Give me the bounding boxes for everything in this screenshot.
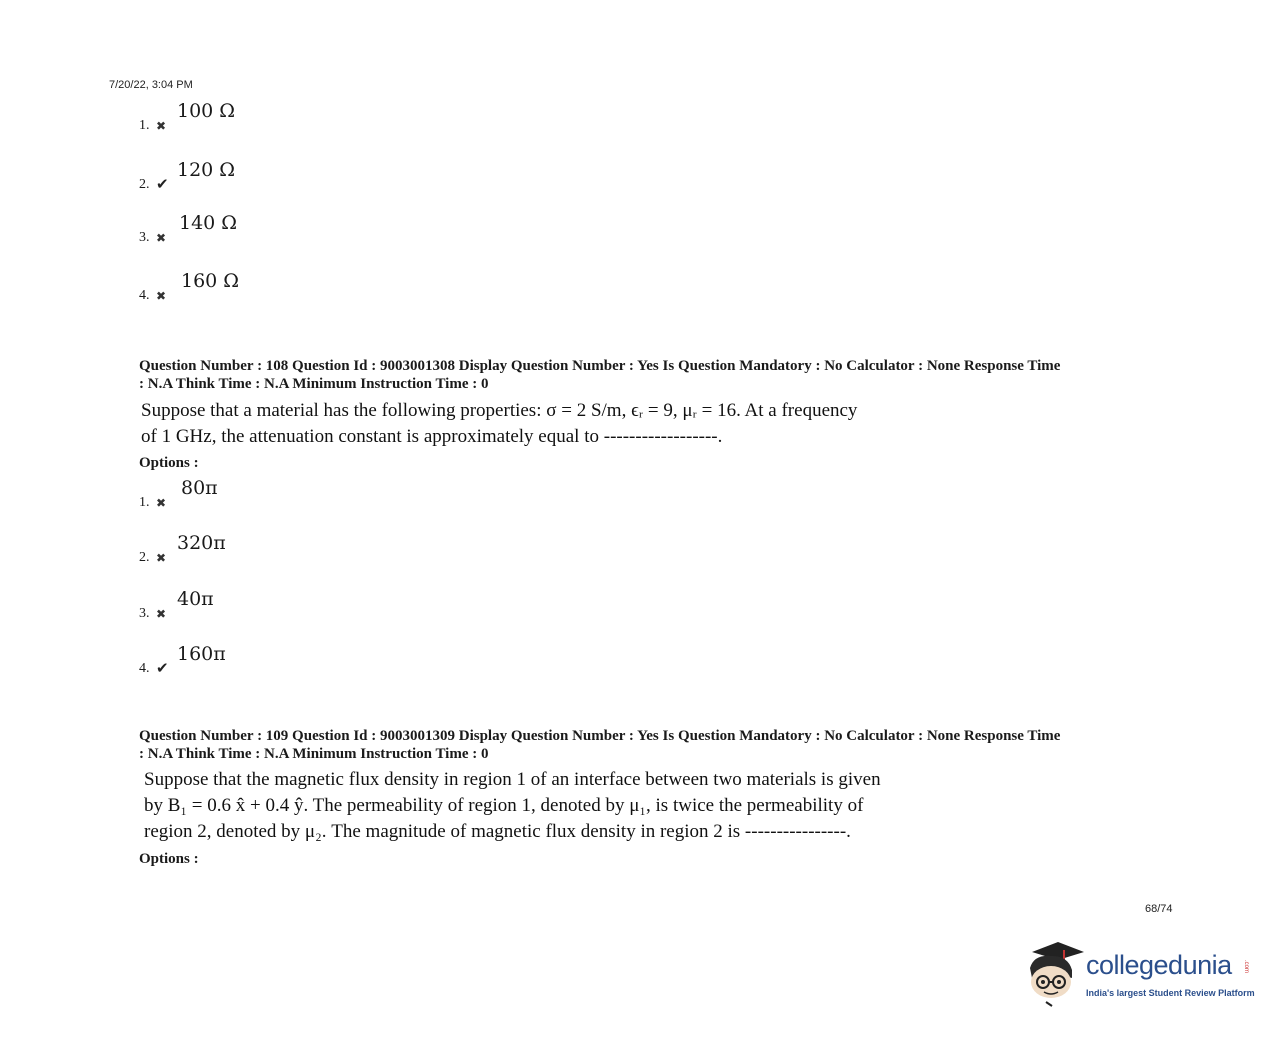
option-value: 160π — [177, 643, 226, 665]
options-label: Options : — [139, 851, 199, 867]
option-number: 3. — [139, 230, 150, 245]
option-value: 80π — [181, 477, 218, 499]
option-number: 4. — [139, 288, 150, 303]
option-value: 120 Ω — [177, 159, 236, 181]
cross-mark-icon: ✖ — [156, 607, 167, 621]
question-text-line-1: Suppose that the magnetic flux density in region 1 of an interface between two materials is given — [144, 769, 881, 790]
options-label: Options : — [139, 455, 199, 471]
option-number: 2. — [139, 177, 150, 192]
mascot-icon — [1024, 938, 1084, 1008]
option-number: 1. — [139, 495, 150, 510]
logo-tagline: India's largest Student Review Platform — [1086, 988, 1255, 998]
question-meta-line-1: Question Number : 109 Question Id : 9003001309 Display Question Number : Yes Is Question Mandatory : No Calculator : None Response Time — [139, 728, 1061, 744]
question-108-header — [139, 357, 1169, 393]
option-value: 40π — [177, 588, 214, 610]
question-meta-line-1: Question Number : 108 Question Id : 9003001308 Display Question Number : Yes Is Question Mandatory : No Calculator : None Response Time — [139, 358, 1061, 374]
question-meta-line-2: : N.A Think Time : N.A Minimum Instruction Time : 0 — [139, 376, 489, 392]
cross-mark-icon: ✖ — [156, 231, 167, 245]
option-number: 3. — [139, 606, 150, 621]
option-number: 1. — [139, 118, 150, 133]
logo-suffix: .com — [1243, 960, 1249, 974]
question-text-line-2: of 1 GHz, the attenuation constant is approximately equal to ------------------. — [141, 426, 723, 447]
option-value: 100 Ω — [177, 100, 236, 122]
collegedunia-logo[interactable] — [1024, 938, 1254, 1010]
page-number: 68/74 — [1145, 903, 1173, 915]
question-text-line-1: Suppose that a material has the following properties: σ = 2 S/m, ϵᵣ = 9, μᵣ = 16. At a frequency — [141, 400, 858, 421]
logo-brand: collegedunia — [1086, 950, 1232, 980]
question-109-text — [144, 767, 881, 845]
check-mark-icon: ✔ — [156, 661, 169, 677]
question-108-text — [141, 398, 857, 450]
print-timestamp: 7/20/22, 3:04 PM — [109, 79, 193, 91]
check-mark-icon: ✔ — [156, 177, 169, 193]
option-number: 2. — [139, 550, 150, 565]
cross-mark-icon: ✖ — [156, 119, 167, 133]
question-text-line-3: region 2, denoted by μ₂. The magnitude of magnetic flux density in region 2 is ----------------. — [144, 821, 851, 842]
cross-mark-icon: ✖ — [156, 551, 167, 565]
cross-mark-icon: ✖ — [156, 496, 167, 510]
cross-mark-icon: ✖ — [156, 289, 167, 303]
question-meta-line-2: : N.A Think Time : N.A Minimum Instruction Time : 0 — [139, 746, 489, 762]
option-value: 160 Ω — [181, 270, 240, 292]
option-value: 320π — [177, 532, 226, 554]
option-number: 4. — [139, 661, 150, 676]
option-value: 140 Ω — [179, 212, 238, 234]
question-text-line-2: by B₁ = 0.6 x̂ + 0.4 ŷ. The permeability of region 1, denoted by μ₁, is twice the permeability of — [144, 795, 864, 816]
question-109-header — [139, 727, 1169, 763]
